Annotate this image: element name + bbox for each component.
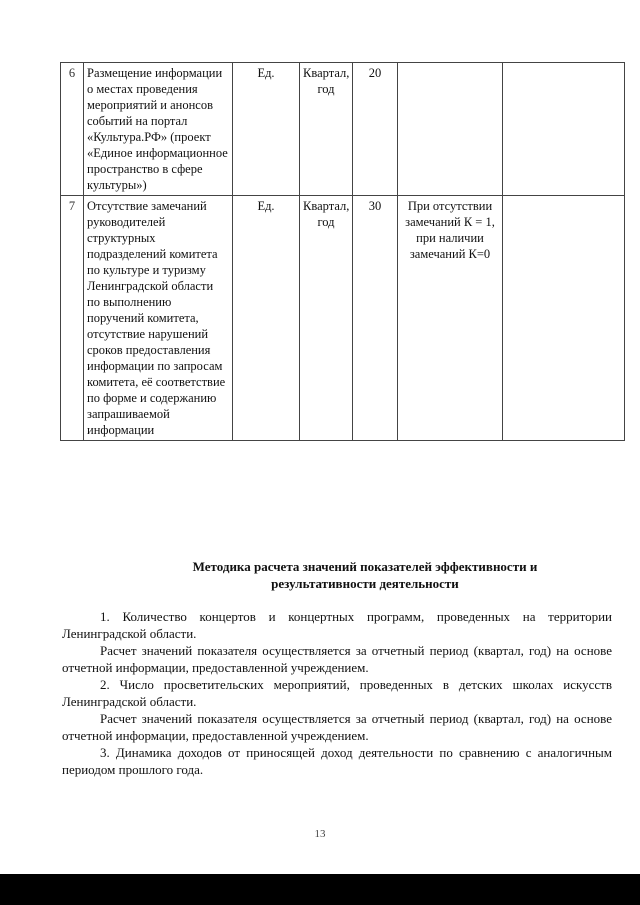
row-number: 7 xyxy=(61,196,84,441)
formula-cell: При отсутствии замечаний К = 1, при наличии замечаний К=0 xyxy=(398,196,503,441)
paragraph: 3. Динамика доходов от приносящей доход деятельности по сравнению с аналогичным периодом прошлого года. xyxy=(62,745,612,777)
value-cell: 30 xyxy=(353,196,398,441)
value-cell: 20 xyxy=(353,63,398,196)
note-cell xyxy=(503,196,625,441)
methodology-title: Методика расчета значений показателей эффективности и результативности деятельности xyxy=(192,559,538,591)
period-cell: Квартал, год xyxy=(300,63,353,196)
page-number: 13 xyxy=(314,828,326,840)
paragraph: 2. Число просветительских мероприятий, проведенных в детских школах искусств Ленинградской области. xyxy=(62,677,612,709)
methodology-body xyxy=(62,608,612,778)
indicator-name: Отсутствие замечаний руководителей структурных подразделений комитета по культуре и туризму Ленинградской области по выполнению поручений комитета, отсутствие нарушений сроков предоставления информации по запросам комитета, её соответствие по форме и содержанию запрашиваемой информации xyxy=(84,196,233,441)
unit-cell: Ед. xyxy=(233,196,300,441)
paragraph: Расчет значений показателя осуществляется за отчетный период (квартал, год) на основе отчетной информации, предоставленной учреждением. xyxy=(62,643,612,675)
indicators-table xyxy=(60,62,625,441)
indicator-name: Размещение информации о местах проведения мероприятий и анонсов событий на портал «Культура.РФ» (проект «Единое информационное пространство в сфере культуры») xyxy=(84,63,233,196)
table-row xyxy=(61,196,625,441)
row-number: 6 xyxy=(61,63,84,196)
table-row xyxy=(61,63,625,196)
note-cell xyxy=(503,63,625,196)
formula-cell xyxy=(398,63,503,196)
paragraph: 1. Количество концертов и концертных программ, проведенных на территории Ленинградской области. xyxy=(62,609,612,641)
period-cell: Квартал, год xyxy=(300,196,353,441)
scan-border xyxy=(0,874,640,905)
paragraph: Расчет значений показателя осуществляется за отчетный период (квартал, год) на основе отчетной информации, предоставленной учреждением. xyxy=(62,711,612,743)
unit-cell: Ед. xyxy=(233,63,300,196)
